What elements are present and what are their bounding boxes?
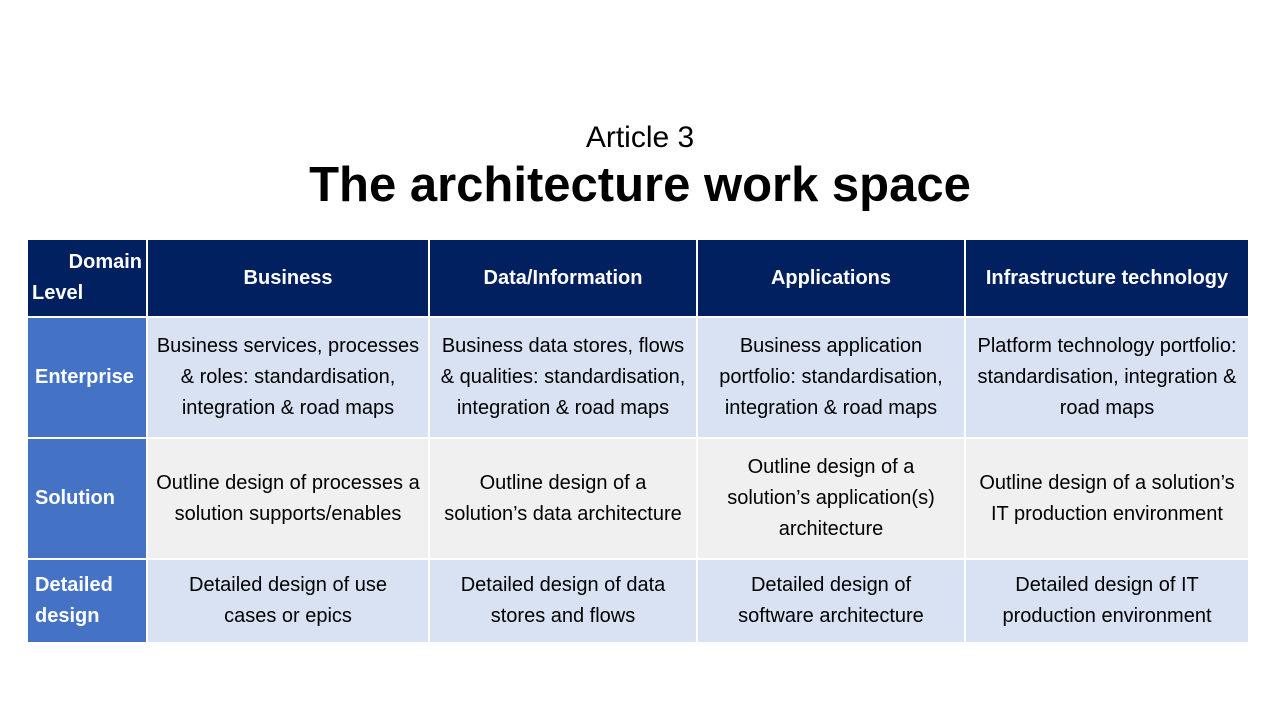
slide-title: The architecture work space — [309, 158, 971, 212]
table-cell: Detailed design of data stores and flows — [429, 559, 697, 643]
table-cell: Business services, processes & roles: standardisation, integration & road maps — [147, 317, 429, 438]
column-header-business: Business — [147, 239, 429, 317]
table-row-solution — [27, 438, 1249, 559]
table-cell: Detailed design of IT production environment — [965, 559, 1249, 643]
row-header-solution: Solution — [27, 438, 147, 559]
column-header-infrastructure-technology: Infrastructure technology — [965, 239, 1249, 317]
architecture-table — [26, 238, 1250, 644]
row-header-enterprise: Enterprise — [27, 317, 147, 438]
table-cell: Outline design of processes a solution supports/enables — [147, 438, 429, 559]
table-header-row — [27, 239, 1249, 317]
column-header-applications: Applications — [697, 239, 965, 317]
corner-domain-label: Domain — [68, 251, 142, 273]
table-cell: Platform technology portfolio: standardisation, integration & road maps — [965, 317, 1249, 438]
table-row-enterprise — [27, 317, 1249, 438]
table-row-detailed-design — [27, 559, 1249, 643]
table-cell: Business application portfolio: standardisation, integration & road maps — [697, 317, 965, 438]
table-cell: Detailed design of software architecture — [697, 559, 965, 643]
table-cell: Detailed design of use cases or epics — [147, 559, 429, 643]
corner-level-label: Level — [32, 282, 84, 304]
slide-subtitle: Article 3 — [585, 121, 695, 154]
row-header-detailed-design: Detailed design — [27, 559, 147, 643]
corner-header — [27, 239, 147, 317]
table-cell: Outline design of a solution’s application(s) architecture — [697, 438, 965, 559]
table-cell: Outline design of a solution’s data architecture — [429, 438, 697, 559]
table-cell: Business data stores, flows & qualities: standardisation, integration & road maps — [429, 317, 697, 438]
table-cell: Outline design of a solution’s IT production environment — [965, 438, 1249, 559]
column-header-data-information: Data/Information — [429, 239, 697, 317]
